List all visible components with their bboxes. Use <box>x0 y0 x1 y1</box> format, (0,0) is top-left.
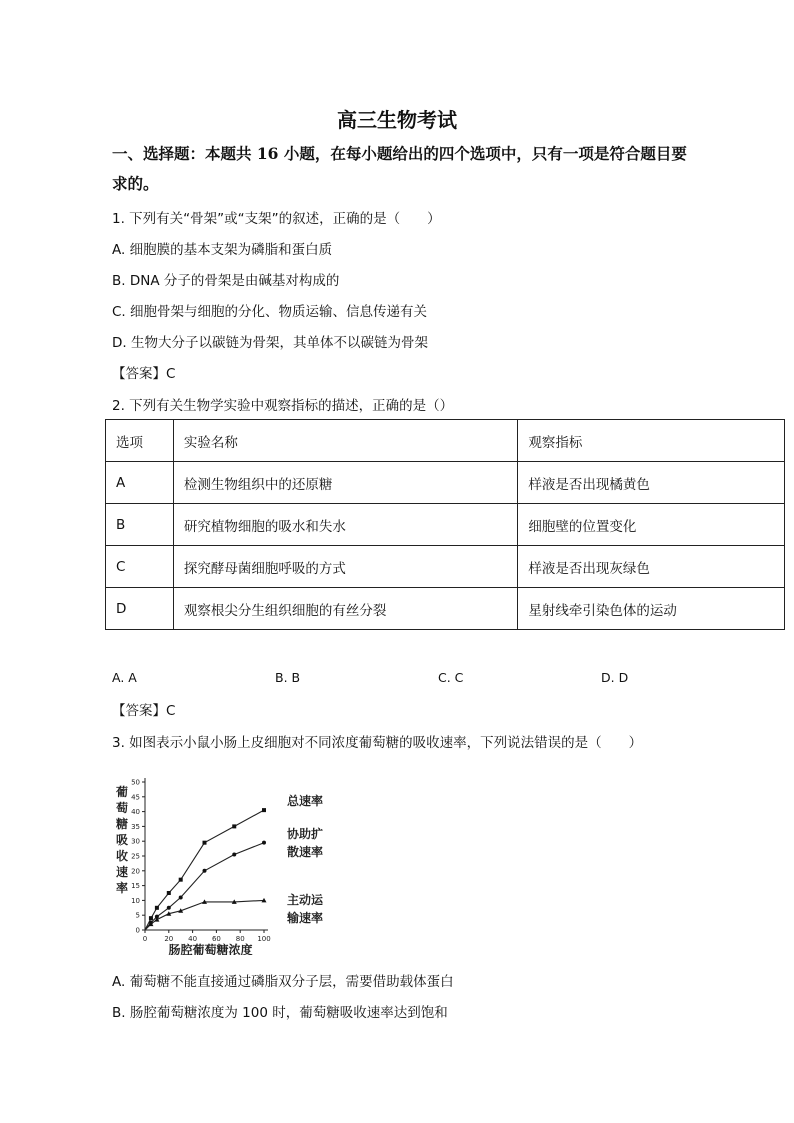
x-tick-label: 0 <box>142 935 148 943</box>
data-point-square <box>149 916 153 920</box>
q2-answer <box>112 699 175 719</box>
table-cell: 细胞壁的位置变化 <box>518 504 785 546</box>
data-point-square <box>167 891 171 895</box>
x-tick-label: 80 <box>235 935 245 943</box>
q2-option-a: A. A <box>112 670 137 685</box>
y-tick-label: 35 <box>131 822 140 831</box>
data-point-square <box>232 824 236 828</box>
x-tick-label: 20 <box>164 935 174 943</box>
table-cell: 探究酵母菌细胞呼吸的方式 <box>173 546 517 588</box>
y-axis-label-char: 葡 <box>115 785 129 799</box>
table-cell: 检测生物组织中的还原糖 <box>173 462 517 504</box>
table-cell: A <box>106 462 174 504</box>
y-tick-label: 50 <box>131 778 140 787</box>
q3-option-a: A. 葡萄糖不能直接通过磷脂双分子层，需要借助载体蛋白 <box>112 974 454 990</box>
series-label: 协助扩 <box>287 827 324 841</box>
table-row <box>106 462 785 504</box>
data-point-circle <box>167 906 171 910</box>
answer-tag: 【答案】 <box>112 703 166 719</box>
section-heading: 一、选择题：本题共 16 小题，在每小题给出的四个选项中，只有一项是符合题目要求的。 <box>112 144 687 193</box>
x-axis-label: 肠腔葡萄糖浓度 <box>168 943 253 955</box>
series-label: 散速率 <box>287 845 324 859</box>
data-point-square <box>262 808 266 812</box>
q3-option-b: B. 肠腔葡萄糖浓度为 100 时，葡萄糖吸收速率达到饱和 <box>112 1005 448 1021</box>
q1-option-b: B. DNA 分子的骨架是由碱基对构成的 <box>112 273 340 289</box>
table-header-cell: 实验名称 <box>173 420 517 462</box>
q3-stem: 3. 如图表示小鼠小肠上皮细胞对不同浓度葡萄糖的吸收速率，下列说法错误的是（ ） <box>112 735 643 751</box>
y-tick-label: 30 <box>131 837 140 846</box>
answer-tag: 【答案】 <box>112 366 166 382</box>
table-row <box>106 588 785 630</box>
q2-stem: 2. 下列有关生物学实验中观察指标的描述，正确的是（） <box>112 398 454 414</box>
q1-option-a: A. 细胞膜的基本支架为磷脂和蛋白质 <box>112 242 333 258</box>
answer-value: C <box>166 703 176 719</box>
y-axis-label-char: 糖 <box>115 817 129 831</box>
x-tick-label: 60 <box>211 935 221 943</box>
data-point-square <box>179 878 183 882</box>
q1-option-c: C. 细胞骨架与细胞的分化、物质运输、信息传递有关 <box>112 304 428 320</box>
y-axis-label-char: 萄 <box>115 801 129 815</box>
data-point-circle <box>232 853 236 857</box>
y-tick-label: 40 <box>131 808 140 817</box>
table-cell: 研究植物细胞的吸水和失水 <box>173 504 517 546</box>
y-tick-label: 20 <box>131 867 140 876</box>
y-axis-label-char: 收 <box>115 849 129 863</box>
answer-value: C <box>166 366 176 382</box>
y-axis-label-char: 吸 <box>115 833 129 847</box>
q1-option-d: D. 生物大分子以碳链为骨架，其单体不以碳链为骨架 <box>112 335 428 351</box>
y-axis-label-char: 速 <box>115 865 129 879</box>
series-label: 输速率 <box>287 911 324 925</box>
q1-answer <box>112 362 175 382</box>
q2-option-b: B. B <box>275 670 301 685</box>
y-tick-label: 5 <box>135 911 140 920</box>
table-cell: 星射线牵引染色体的运动 <box>518 588 785 630</box>
series-line <box>145 900 264 930</box>
y-tick-label: 15 <box>131 882 140 891</box>
y-axis-label-char: 率 <box>115 881 129 895</box>
glucose-absorption-chart <box>112 770 342 955</box>
table-header-cell: 观察指标 <box>518 420 785 462</box>
x-tick-label: 100 <box>257 935 271 943</box>
data-point-square <box>155 906 159 910</box>
table-row <box>106 546 785 588</box>
table-cell: B <box>106 504 174 546</box>
x-tick-label: 40 <box>188 935 198 943</box>
q2-option-d: D. D <box>601 670 629 685</box>
y-tick-label: 10 <box>131 896 140 905</box>
table-cell: C <box>106 546 174 588</box>
data-point-circle <box>179 895 183 899</box>
table-cell: D <box>106 588 174 630</box>
table-cell: 观察根尖分生组织细胞的有丝分裂 <box>173 588 517 630</box>
y-tick-label: 25 <box>131 852 140 861</box>
y-tick-label: 0 <box>135 926 140 935</box>
q2-option-c: C. C <box>438 670 464 685</box>
table-cell: 样液是否出现橘黄色 <box>518 462 785 504</box>
table-header-cell: 选项 <box>106 420 174 462</box>
q2-table <box>105 419 785 630</box>
data-point-circle <box>203 869 207 873</box>
data-point-square <box>203 841 207 845</box>
q1-stem: 1. 下列有关“骨架”或“支架”的叙述，正确的是（ ） <box>112 211 441 227</box>
series-label: 主动运 <box>287 893 324 907</box>
page-title: 高三生物考试 <box>337 108 457 132</box>
table-cell: 样液是否出现灰绿色 <box>518 546 785 588</box>
data-point-circle <box>262 841 266 845</box>
table-header-row <box>106 420 785 462</box>
table-row <box>106 504 785 546</box>
series-label: 总速率 <box>287 794 324 808</box>
y-tick-label: 45 <box>131 793 140 802</box>
